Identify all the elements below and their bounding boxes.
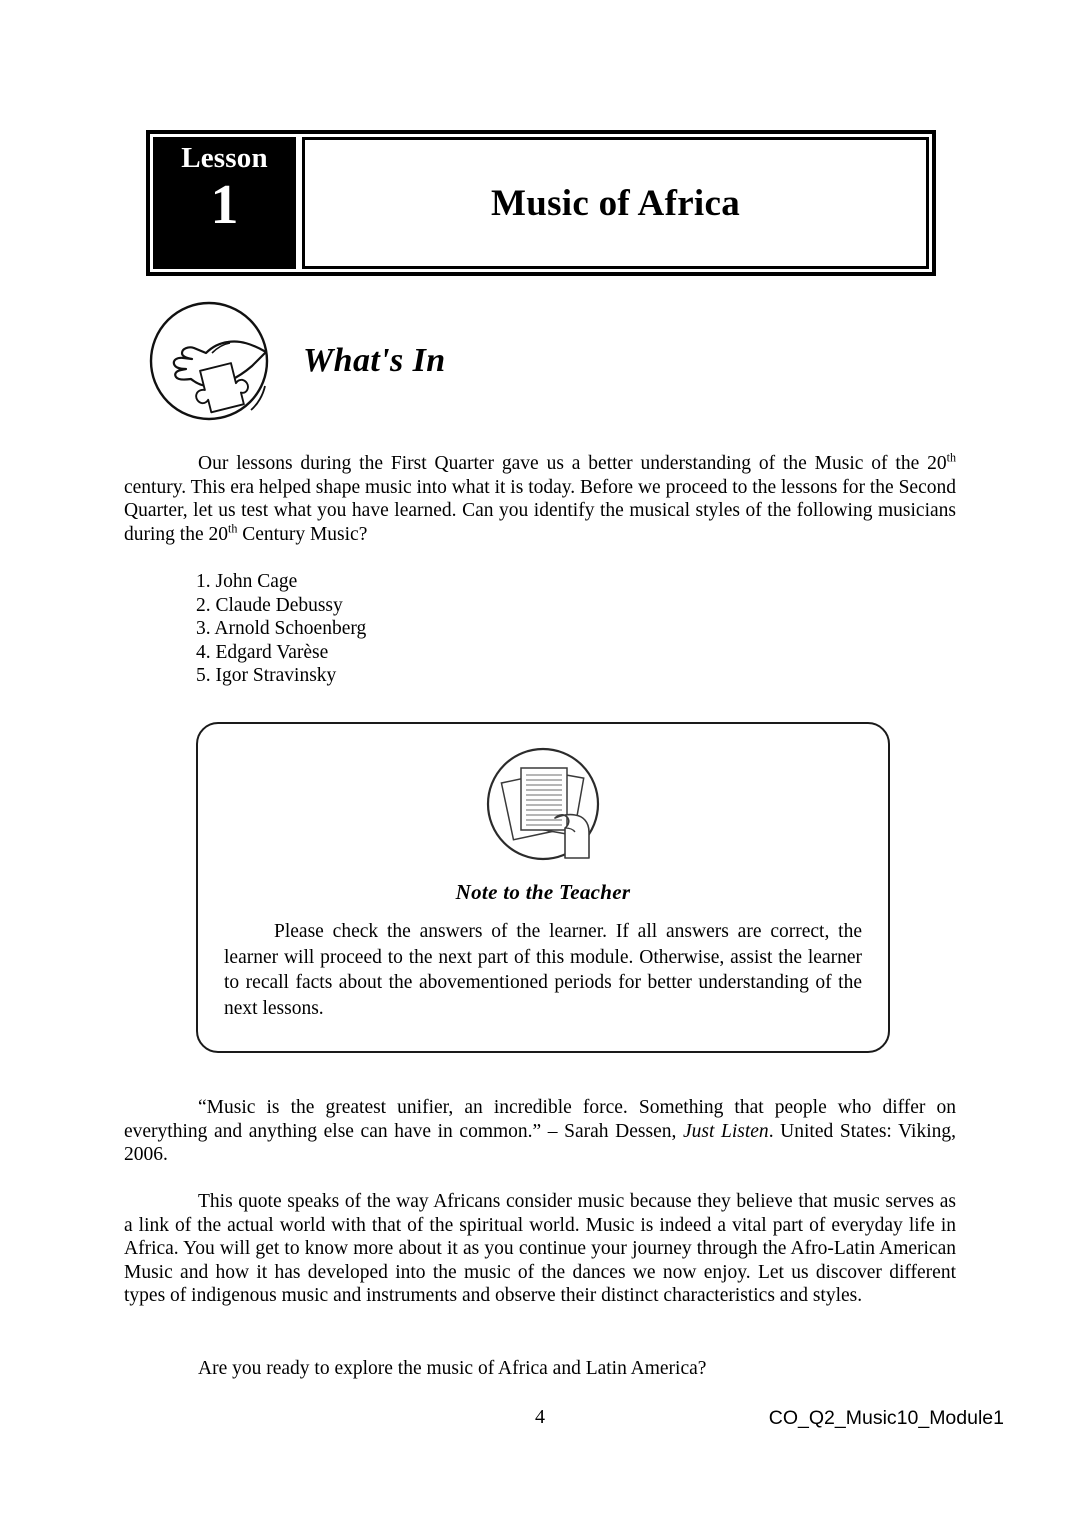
list-item: 5. Igor Stravinsky <box>196 665 337 687</box>
intro-text-part2: century. This era helped shape music into what it is today. Before we proceed to the lessons for the Second Quarter, let us test what you have learned. Can you identify the musical styles of the following musicians during the 20 <box>124 476 956 545</box>
list-item: 2. Claude Debussy <box>196 594 343 616</box>
quote-citation: . United States: Viking, 2006. <box>124 1120 956 1166</box>
list-item: 1. John Cage <box>196 571 298 592</box>
quote-book-title: Just Listen <box>682 1120 769 1142</box>
quote-paragraph <box>124 1096 956 1167</box>
lesson-title: Music of Africa <box>490 182 741 224</box>
intro-paragraph <box>124 452 956 546</box>
list-item: 3. Arnold Schoenberg <box>196 618 367 640</box>
lesson-header-banner <box>146 130 936 276</box>
lesson-number-badge <box>153 137 296 269</box>
lesson-number: 1 <box>210 174 239 237</box>
papers-hand-icon <box>485 746 601 862</box>
closing-question: Are you ready to explore the music of Africa and Latin America? <box>198 1358 707 1379</box>
note-box-title: Note to the Teacher <box>455 880 631 904</box>
module-code: CO_Q2_Music10_Module1 <box>768 1407 1004 1429</box>
intro-text-part1: Our lessons during the First Quarter gave us a better understanding of the Music of the 20 <box>198 453 947 474</box>
page-footer <box>124 1406 1004 1436</box>
section-heading-whats-in <box>148 300 446 422</box>
lesson-title-cell <box>302 137 929 269</box>
note-icon-wrapper <box>198 746 888 862</box>
quote-text: “Music is the greatest unifier, an incredible force. Something that people who differ on everything and anything else can have in common.” – Sarah Dessen, <box>124 1097 956 1142</box>
list-item: 4. Edgard Varèse <box>196 641 329 663</box>
intro-text-part3: Century Music? <box>237 523 368 545</box>
section-title: What's In <box>303 342 446 379</box>
page-number: 4 <box>535 1406 545 1428</box>
note-box-text: Please check the answers of the learner. If all answers are correct, the learner will proceed to the next part of this module. Otherwise, assist the learner to recall facts about the abovementioned periods for better understanding of the next lessons. <box>224 921 862 1019</box>
discussion-paragraph: This quote speaks of the way Africans consider music because they believe that music serves as a link of the actual world with that of the spiritual world. Music is indeed a vital part of everyday life in Africa. You will get to know more about it as you continue your journey through the Afro-Latin American Music and how it has developed into the music of the dances we now enjoy. Let us discover different types of indigenous music and instruments and observe their distinct characteristics and styles. <box>124 1191 956 1307</box>
hand-puzzle-piece-icon <box>148 300 270 422</box>
musician-list <box>124 570 956 688</box>
lesson-label: Lesson <box>181 142 268 174</box>
superscript-th-2: th <box>227 521 238 536</box>
note-to-teacher-box <box>196 722 890 1053</box>
superscript-th-1: th <box>946 450 956 465</box>
